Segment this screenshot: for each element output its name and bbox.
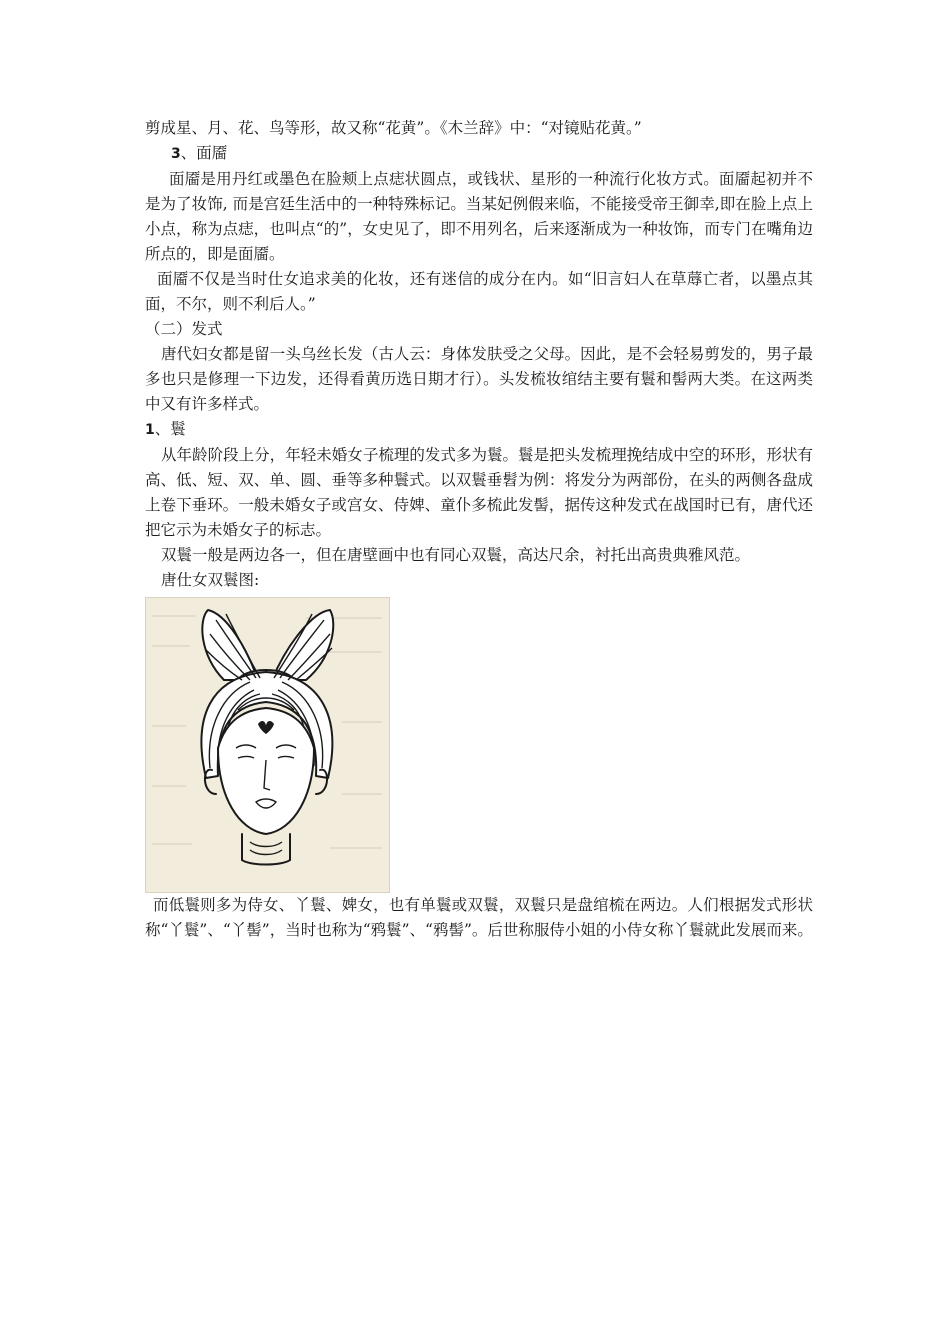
paragraph-huan-2: 双鬟一般是两边各一，但在唐壁画中也有同心双鬟，高达尺余，衬托出高贵典雅风范。 — [161, 546, 751, 564]
figure-caption: 唐仕女双鬟图: — [161, 571, 260, 589]
heading-mianye — [145, 141, 813, 167]
portrait-drawing — [146, 598, 389, 892]
heading-number: 1 — [145, 422, 155, 438]
tang-lady-double-huan-illustration — [145, 597, 390, 893]
heading-number: 3 — [171, 146, 181, 162]
document-body — [145, 116, 813, 943]
paragraph-huan-1: 从年龄阶段上分，年轻未婚女子梳理的发式多为鬟。鬟是把头发梳理挽结成中空的环形，形状有高、低、短、双、单、圆、垂等多种鬟式。以双鬟垂髫为例：将发分为两部份，在头的两侧各盘成上卷下垂环。一般未婚女子或宫女、侍婢、童仆多梳此发髻，据传这种发式在战国时已有，唐代还把它示为未婚女子的标志。 — [145, 446, 813, 539]
paragraph-mianye-1: 面靥是用丹红或墨色在脸颊上点痣状圆点，或钱状、星形的一种流行化妆方式。面靥起初并不是为了妆饰, 而是宫廷生活中的一种特殊标记。当某妃例假来临，不能接受帝王御幸,即在脸上点上小点，称为点痣，也叫点“的”，女史见了，即不用列名，后来逐渐成为一种妆饰，而专门在嘴角边所点的，即是面靥。 — [145, 170, 813, 263]
heading-text: 、面靥 — [180, 144, 228, 162]
paragraph-after-figure: 而低鬟则多为侍女、丫鬟、婢女，也有单鬟或双鬟，双鬟只是盘绾梳在两边。人们根据发式形状称“丫鬟”、“丫髻”，当时也称为“鸦鬟”、“鸦髻”。后世称服侍小姐的小侍女称丫鬟就此发展而来。 — [145, 896, 813, 939]
section-heading-fashi: （二）发式 — [145, 320, 223, 338]
paragraph-intro: 剪成星、月、花、鸟等形，故又称“花黄”。《木兰辞》中：“对镜贴花黄。” — [145, 119, 642, 137]
heading-text: 、鬟 — [154, 420, 186, 438]
paragraph-mianye-2: 面靥不仅是当时仕女追求美的化妆，还有迷信的成分在内。如“旧言妇人在草蓐亡者，以墨点其面，不尔，则不利后人。” — [145, 270, 813, 313]
heading-huan — [145, 417, 813, 443]
paragraph-fashi: 唐代妇女都是留一头乌丝长发（古人云：身体发肤受之父母。因此，是不会轻易剪发的，男子最多也只是修理一下边发，还得看黄历选日期才行）。头发梳妆绾结主要有鬟和髻两大类。在这两类中又有许多样式。 — [145, 345, 813, 413]
